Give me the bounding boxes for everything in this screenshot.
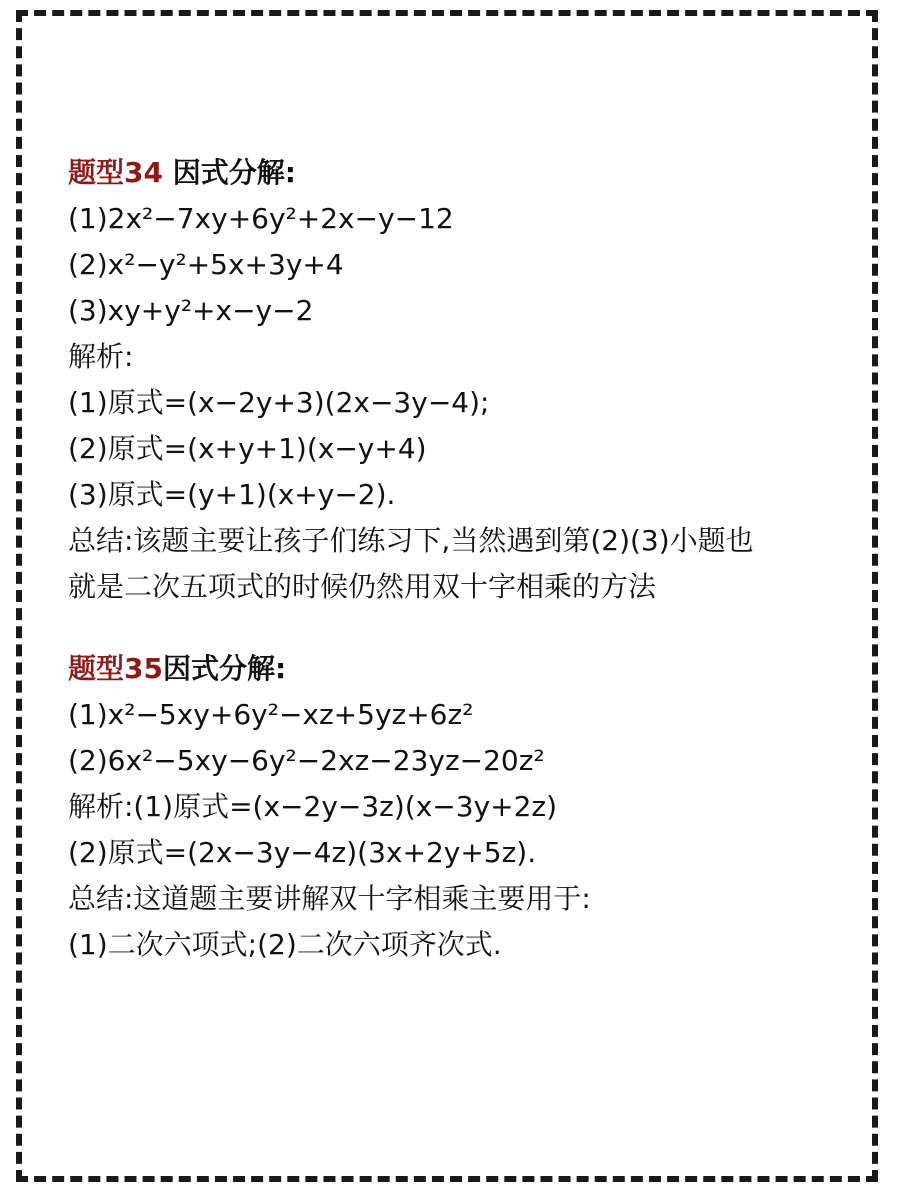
section-35-summary-line-2: (1)二次六项式;(2)二次六项齐次式.: [68, 928, 502, 961]
section-35-summary-line-1: 总结:这道题主要讲解双十字相乘主要用于:: [68, 882, 591, 915]
section-35-number: 题型35: [68, 652, 163, 685]
section-34-number: 题型34: [68, 156, 163, 189]
section-34-heading: 因式分解:: [162, 156, 296, 189]
section-35-title: [68, 646, 858, 692]
section-34-answer-3: (3)原式=(y+1)(x+y−2).: [68, 478, 396, 511]
section-35-question-1: (1)x²−5xy+6y²−xz+5yz+6z²: [68, 698, 474, 731]
section-gap: [68, 610, 858, 646]
section-34-analysis-label: 解析:: [68, 340, 134, 373]
section-35-heading: 因式分解:: [162, 652, 287, 685]
section-34-question-1: (1)2x²−7xy+6y²+2x−y−12: [68, 202, 454, 235]
section-34-question-2: (2)x²−y²+5x+3y+4: [68, 248, 344, 281]
section-35-question-2: (2)6x²−5xy−6y²−2xz−23yz−20z²: [68, 744, 545, 777]
section-34-summary-line-1: 总结:该题主要让孩子们练习下,当然遇到第(2)(3)小题也: [68, 524, 754, 557]
section-35-answer-1: 解析:(1)原式=(x−2y−3z)(x−3y+2z): [68, 790, 558, 823]
section-34-answer-1: (1)原式=(x−2y+3)(2x−3y−4);: [68, 386, 490, 419]
section-34-summary-line-2: 就是二次五项式的时候仍然用双十字相乘的方法: [68, 570, 657, 603]
section-34-answer-2: (2)原式=(x+y+1)(x−y+4): [68, 432, 427, 465]
section-35-answer-2: (2)原式=(2x−3y−4z)(3x+2y+5z).: [68, 836, 537, 869]
section-34-question-3: (3)xy+y²+x−y−2: [68, 294, 314, 327]
section-34-title: [68, 150, 858, 196]
document-body: [68, 150, 858, 968]
